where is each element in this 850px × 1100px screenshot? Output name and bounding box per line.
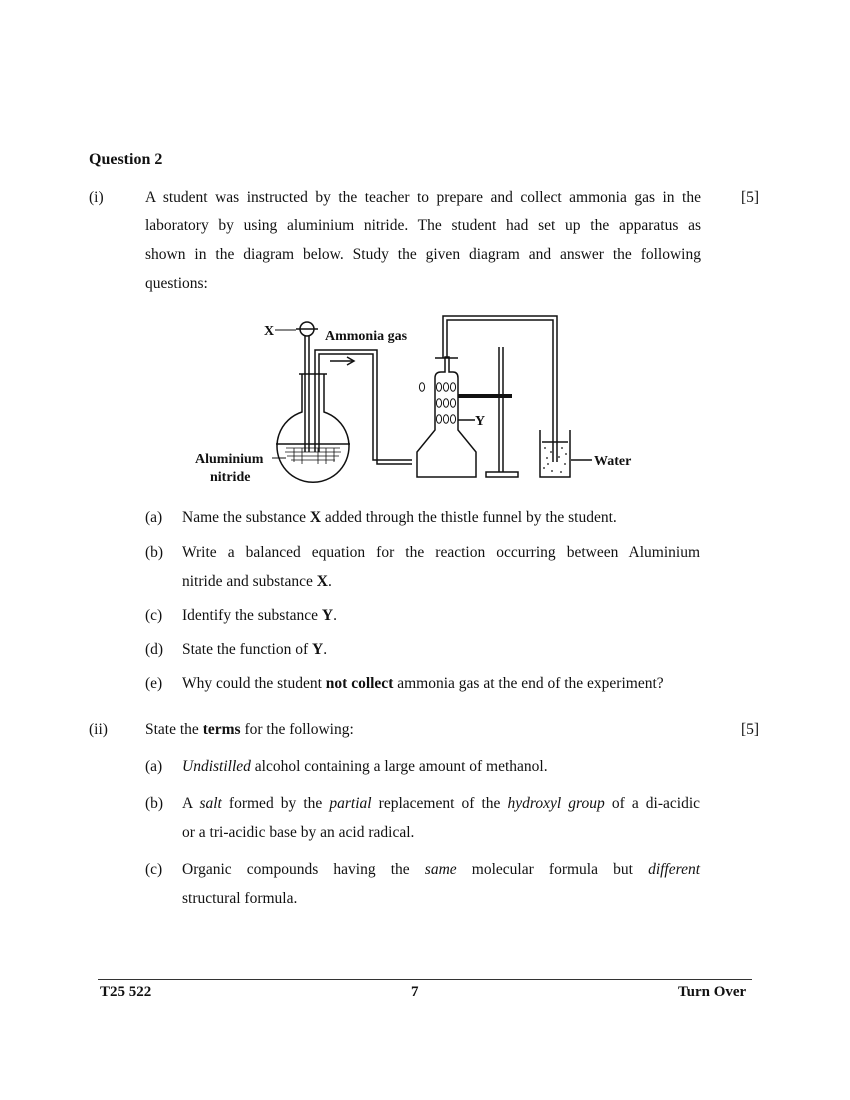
sub-d-letter: (d) <box>145 641 164 658</box>
ii-c-line-1: Organic compounds having the same molecular formula but different <box>182 861 701 878</box>
round-bottom-flask <box>277 374 349 482</box>
ii-b-line-1: A salt formed by the partial replacement of the hydroxyl group of a di-acidic <box>182 795 701 812</box>
part-ii-intro: State the terms for the following: <box>145 721 354 738</box>
sub-e-letter: (e) <box>145 675 163 692</box>
ii-c-line-2: structural formula. <box>182 890 298 907</box>
intro-line-2: laboratory by using aluminium nitride. The student had set up the apparatus as <box>145 217 701 234</box>
sub-b-line-2: nitride and substance X. <box>182 573 332 590</box>
footer-code: T25 522 <box>100 984 152 1000</box>
sub-a-letter: (a) <box>145 509 163 526</box>
ii-b-letter: (b) <box>145 795 164 812</box>
ii-b-line-2: or a tri-acidic base by an acid radical. <box>182 824 415 841</box>
sub-e-text: Why could the student not collect ammonia gas at the end of the experiment? <box>182 675 664 692</box>
label-nitride: nitride <box>210 470 251 485</box>
ii-a-letter: (a) <box>145 758 163 775</box>
delivery-tube-2 <box>447 320 553 462</box>
footer-turn-over: Turn Over <box>678 984 747 1000</box>
ii-a-text: Undistilled alcohol containing a large amount of methanol. <box>182 758 548 775</box>
sub-b-letter: (b) <box>145 544 164 561</box>
question-title: Question 2 <box>89 151 163 168</box>
drying-agent-lumps <box>419 383 455 423</box>
part-ii-marks: [5] <box>741 721 760 738</box>
drying-tower <box>417 357 476 477</box>
ammonia-apparatus-diagram <box>190 312 650 492</box>
part-i-marks: [5] <box>741 189 760 206</box>
label-y: Y <box>475 414 486 429</box>
intro-line-1: A student was instructed by the teacher to prepare and collect ammonia gas in the <box>145 189 701 206</box>
footer-page-number: 7 <box>411 984 419 1000</box>
label-aluminium: Aluminium <box>195 452 264 467</box>
sub-d-text: State the function of Y. <box>182 641 328 658</box>
intro-line-4: questions: <box>145 275 208 292</box>
label-ammonia-gas: Ammonia gas <box>325 329 408 344</box>
part-i-number: (i) <box>89 189 104 206</box>
label-water: Water <box>594 454 632 469</box>
sub-c-letter: (c) <box>145 607 163 624</box>
sub-b-line-1: Write a balanced equation for the reaction occurring between Aluminium <box>182 544 700 561</box>
clamp-bar <box>458 394 512 398</box>
sub-c-text: Identify the substance Y. <box>182 607 337 624</box>
part-ii-number: (ii) <box>89 721 108 738</box>
footer-rule <box>98 979 752 980</box>
sub-a-text: Name the substance X added through the thistle funnel by the student. <box>182 509 617 526</box>
stand-base <box>486 472 518 477</box>
label-x: X <box>264 324 275 339</box>
ii-c-letter: (c) <box>145 861 163 878</box>
water-dots <box>543 447 567 473</box>
intro-line-3: shown in the diagram below. Study the given diagram and answer the following <box>145 246 701 263</box>
delivery-tube-1 <box>315 350 412 464</box>
